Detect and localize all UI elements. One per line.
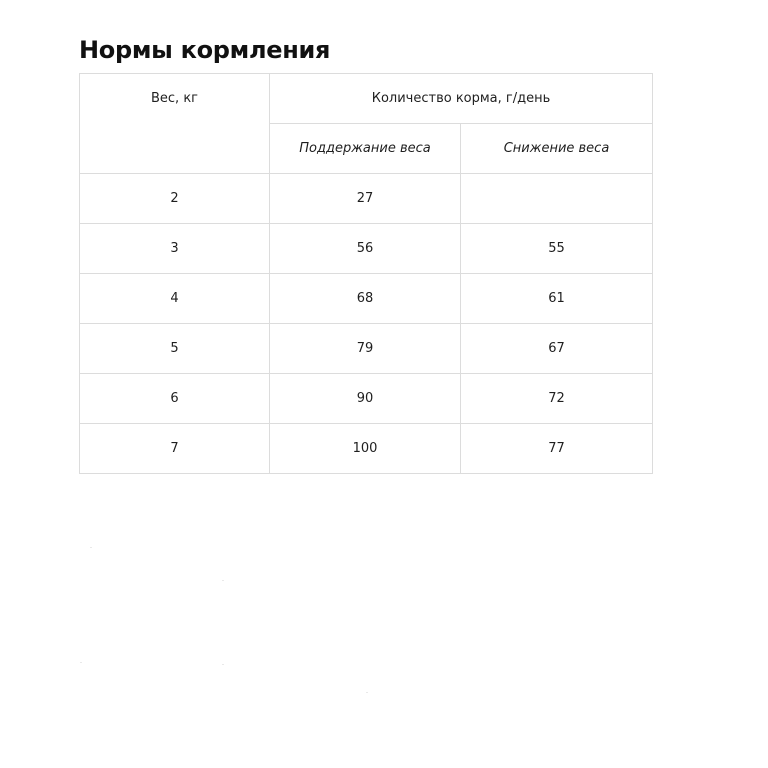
cell-weight: 5	[80, 324, 270, 374]
cell-maintain: 68	[270, 274, 461, 324]
cell-maintain: 27	[270, 174, 461, 224]
page-title: Нормы кормления	[79, 36, 331, 64]
feeding-table	[79, 73, 653, 474]
cell-reduce: 77	[461, 424, 653, 474]
speck	[90, 547, 92, 548]
cell-weight: 4	[80, 274, 270, 324]
table-row	[80, 274, 653, 324]
speck	[222, 580, 224, 581]
column-header-maintain: Поддержание веса	[270, 124, 461, 174]
cell-reduce: 55	[461, 224, 653, 274]
table-header-row	[80, 74, 653, 124]
cell-weight: 2	[80, 174, 270, 224]
speck	[366, 692, 368, 693]
cell-weight: 3	[80, 224, 270, 274]
cell-weight: 6	[80, 374, 270, 424]
cell-maintain: 79	[270, 324, 461, 374]
cell-reduce	[461, 174, 653, 224]
column-header-weight: Вес, кг	[80, 74, 270, 174]
cell-reduce: 61	[461, 274, 653, 324]
cell-maintain: 90	[270, 374, 461, 424]
table-row	[80, 424, 653, 474]
table-row	[80, 174, 653, 224]
table-row	[80, 374, 653, 424]
speck	[80, 662, 82, 663]
cell-reduce: 67	[461, 324, 653, 374]
cell-weight: 7	[80, 424, 270, 474]
table-row	[80, 324, 653, 374]
column-header-reduce: Снижение веса	[461, 124, 653, 174]
table-row	[80, 224, 653, 274]
cell-maintain: 56	[270, 224, 461, 274]
cell-reduce: 72	[461, 374, 653, 424]
column-header-amount: Количество корма, г/день	[270, 74, 653, 124]
cell-maintain: 100	[270, 424, 461, 474]
speck	[222, 664, 224, 665]
